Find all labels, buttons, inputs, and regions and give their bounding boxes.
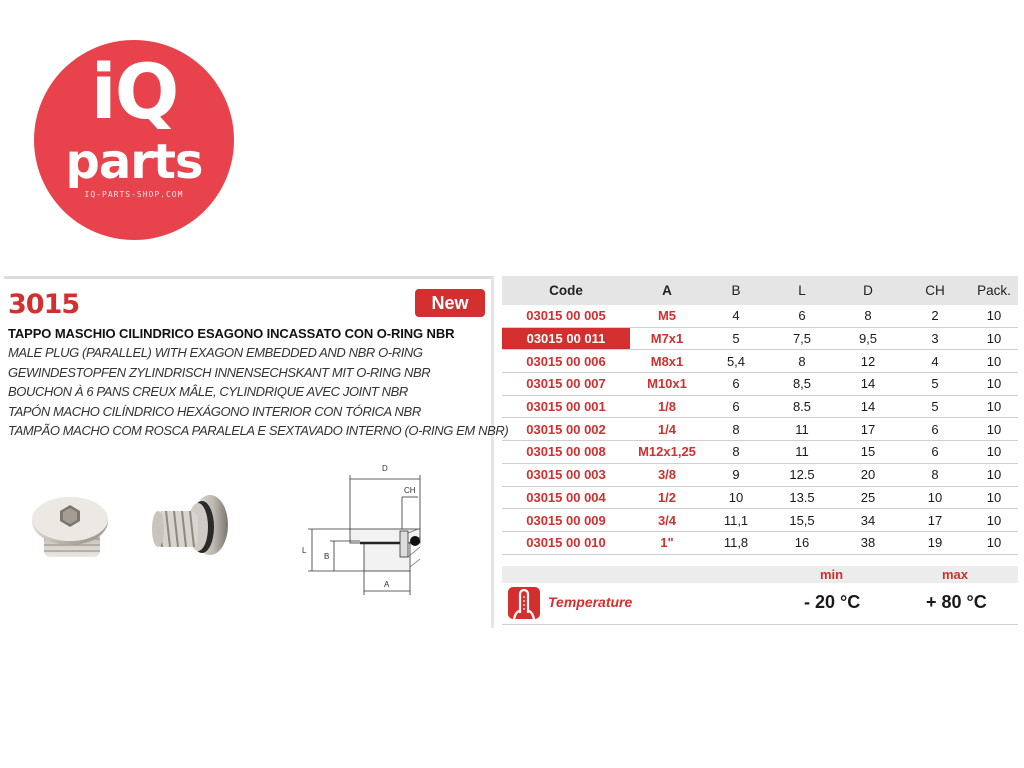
cell-l: 11: [795, 444, 809, 460]
description-pt: TAMPÃO MACHO COM ROSCA PARALELA E SEXTAVADO INTERNO (O-RING EM NBR): [8, 423, 509, 438]
product-info-card: [4, 276, 509, 628]
cell-b: 8: [732, 421, 740, 437]
cell-ch: 6: [931, 421, 939, 437]
iq-parts-logo: [34, 40, 234, 240]
product-photo-front: [26, 489, 116, 569]
table-row: [502, 305, 1018, 328]
cell-d: 34: [860, 512, 876, 528]
cell-code: 03015 00 008: [526, 444, 606, 460]
product-descriptions: [8, 325, 509, 441]
table-header: [502, 276, 1018, 305]
header-b: B: [731, 283, 741, 298]
table-row: [502, 350, 1018, 373]
spec-table: [502, 276, 1018, 555]
cell-a: M5: [657, 308, 677, 324]
cell-pack: 10: [986, 421, 1002, 437]
cell-b: 6: [732, 399, 740, 415]
table-row: [502, 373, 1018, 396]
technical-drawing: [300, 457, 430, 597]
cell-ch: 6: [931, 444, 939, 460]
cell-l: 8.5: [792, 399, 812, 415]
temperature-label: Temperature: [548, 594, 633, 610]
cell-code: 03015 00 010: [526, 535, 606, 551]
cell-l: 8,5: [792, 376, 812, 392]
cell-pack: 10: [986, 444, 1002, 460]
cell-a: 1": [660, 535, 674, 551]
product-title-it: TAPPO MASCHIO CILINDRICO ESAGONO INCASSATO CON O-RING NBR: [8, 326, 455, 341]
logo-brand-bottom: parts: [65, 134, 203, 190]
cell-d: 15: [860, 444, 876, 460]
cell-ch: 5: [931, 376, 939, 392]
cell-b: 9: [732, 467, 740, 483]
cell-d: 14: [860, 376, 876, 392]
table-row: [502, 532, 1018, 555]
logo-brand-top: iQ: [90, 47, 178, 136]
header-l: L: [798, 283, 806, 298]
table-row: [502, 509, 1018, 532]
product-photo-thread: [150, 489, 240, 569]
cell-ch: 5: [931, 399, 939, 415]
cell-l: 6: [798, 308, 806, 324]
cell-code: 03015 00 011: [502, 328, 630, 350]
temperature-block: [502, 566, 1018, 625]
cell-ch: 8: [931, 467, 939, 483]
temperature-header: [502, 566, 1018, 583]
dim-label-a: A: [384, 580, 390, 589]
table-row: [502, 441, 1018, 464]
cell-ch: 19: [927, 535, 943, 551]
cell-d: 20: [860, 467, 876, 483]
cell-d: 14: [860, 399, 876, 415]
logo-url: IQ-PARTS-SHOP.COM: [84, 190, 184, 199]
thermometer-icon: [508, 587, 540, 619]
cell-a: M12x1,25: [638, 444, 696, 460]
cell-pack: 10: [986, 376, 1002, 392]
table-row: [502, 464, 1018, 487]
cell-d: 12: [860, 353, 876, 369]
cell-pack: 10: [986, 331, 1002, 347]
cell-l: 16: [794, 535, 810, 551]
cell-code: 03015 00 003: [526, 467, 606, 483]
cell-pack: 10: [986, 467, 1002, 483]
cell-d: 17: [860, 421, 876, 437]
cell-a: M10x1: [647, 376, 687, 392]
cell-pack: 10: [986, 308, 1002, 324]
cell-l: 15,5: [789, 512, 815, 528]
cell-b: 10: [728, 489, 744, 505]
product-code: 3015: [8, 289, 80, 320]
cell-pack: 10: [986, 353, 1002, 369]
cell-ch: 4: [931, 353, 939, 369]
cell-ch: 3: [931, 331, 939, 347]
cell-b: 11,8: [723, 535, 749, 551]
cell-a: M7x1: [650, 331, 684, 347]
cell-ch: 10: [927, 489, 943, 505]
header-ch: CH: [925, 283, 945, 298]
cell-code: 03015 00 007: [526, 376, 606, 392]
cell-ch: 17: [927, 512, 943, 528]
cell-a: 1/2: [657, 489, 677, 505]
description-es: TAPÓN MACHO CILÍNDRICO HEXÁGONO INTERIOR CON TÓRICA NBR: [8, 403, 421, 419]
cell-b: 5,4: [726, 353, 746, 369]
description-en: MALE PLUG (PARALLEL) WITH EXAGON EMBEDDED AND NBR O-RING: [8, 345, 423, 360]
cell-d: 38: [860, 535, 876, 551]
temperature-max-label: max: [942, 567, 969, 582]
cell-b: 11,1: [723, 512, 749, 528]
header-d: D: [863, 283, 873, 298]
new-badge: New: [415, 289, 485, 317]
table-row: [502, 396, 1018, 419]
cell-l: 13.5: [789, 489, 815, 505]
cell-b: 5: [732, 331, 740, 347]
cell-pack: 10: [986, 535, 1002, 551]
cell-code: 03015 00 002: [526, 421, 606, 437]
cell-pack: 10: [986, 489, 1002, 505]
header-a: A: [662, 283, 672, 298]
cell-code: 03015 00 004: [526, 489, 606, 505]
cell-a: 1/8: [657, 399, 677, 415]
cell-pack: 10: [986, 512, 1002, 528]
dim-label-b: B: [324, 552, 330, 561]
table-row: [502, 328, 1018, 351]
table-body: [502, 305, 1018, 555]
cell-a: 3/8: [657, 467, 677, 483]
cell-ch: 2: [931, 308, 939, 324]
cell-d: 9,5: [858, 331, 878, 347]
description-fr: BOUCHON À 6 PANS CREUX MÂLE, CYLINDRIQUE AVEC JOINT NBR: [8, 384, 408, 399]
header-code: Code: [549, 283, 583, 298]
cell-code: 03015 00 001: [526, 399, 606, 415]
cell-l: 12.5: [789, 467, 815, 483]
cell-b: 6: [732, 376, 740, 392]
cell-a: 3/4: [657, 512, 677, 528]
cell-d: 25: [860, 489, 876, 505]
temperature-min-label: min: [820, 567, 844, 582]
cell-l: 11: [795, 421, 809, 437]
temperature-min-value: - 20 °C: [804, 592, 861, 612]
cell-b: 4: [732, 308, 740, 324]
temperature-row: [502, 583, 1018, 625]
cell-l: 7,5: [792, 331, 812, 347]
cell-code: 03015 00 005: [526, 308, 606, 324]
cell-code: 03015 00 009: [526, 512, 606, 528]
cell-d: 8: [864, 308, 872, 324]
dim-label-d: D: [382, 464, 388, 473]
header-pack: Pack.: [977, 283, 1011, 298]
dim-label-l: L: [302, 546, 307, 555]
cell-b: 8: [732, 444, 740, 460]
cell-a: M8x1: [650, 353, 684, 369]
cell-l: 8: [798, 353, 806, 369]
temperature-max-value: + 80 °C: [926, 592, 987, 612]
cell-pack: 10: [986, 399, 1002, 415]
cell-code: 03015 00 006: [526, 353, 606, 369]
cell-a: 1/4: [657, 421, 677, 437]
table-row: [502, 418, 1018, 441]
description-de: GEWINDESTOPFEN ZYLINDRISCH INNENSECHSKANT MIT O-RING NBR: [8, 364, 431, 380]
table-row: [502, 487, 1018, 510]
dim-label-ch: CH: [404, 486, 416, 495]
